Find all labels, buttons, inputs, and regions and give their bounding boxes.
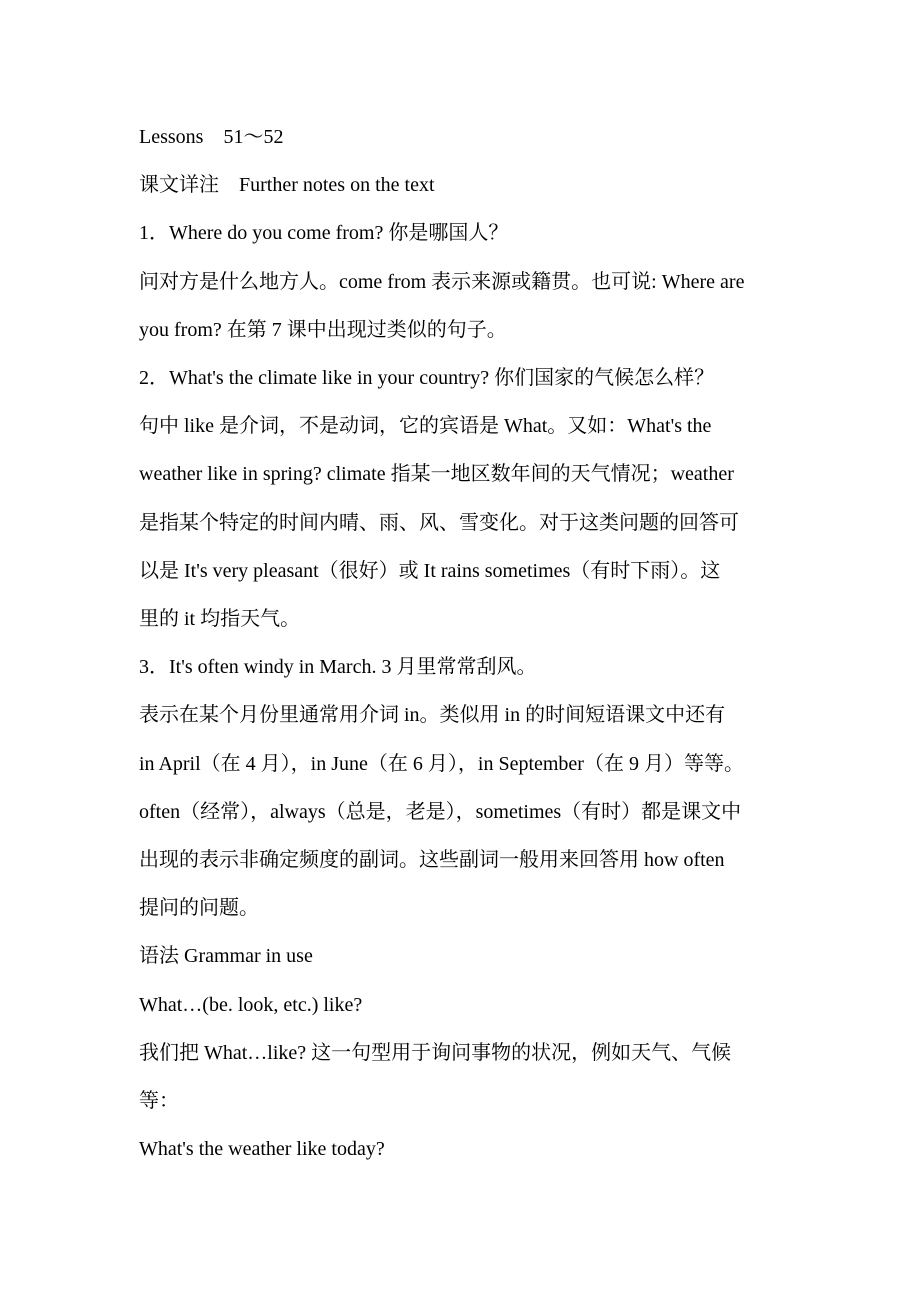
text-line: 以是 It's very pleasant（很好）或 It rains sometimes（有时下雨）。这 bbox=[139, 559, 721, 582]
text-line: in April（在 4 月），in June（在 6 月），in September（在 9 月）等等。 bbox=[139, 752, 744, 775]
text-line: weather like in spring? climate 指某一地区数年间的天气情况；weather bbox=[139, 463, 734, 486]
text-line: 3．It's often windy in March. 3 月里常常刮风。 bbox=[139, 656, 537, 679]
text-line: 等： bbox=[139, 1090, 179, 1112]
text-line: 是指某个特定的时间内晴、雨、风、雪变化。对于这类问题的回答可 bbox=[139, 511, 739, 534]
text-line: Lessons 51～52 bbox=[139, 126, 284, 148]
text-line: 表示在某个月份里通常用介词 in。类似用 in 的时间短语课文中还有 bbox=[139, 704, 726, 727]
text-line: 提问的问题。 bbox=[139, 897, 259, 920]
text-line: 句中 like 是介词，不是动词，它的宾语是 What。又如：What's the bbox=[139, 415, 712, 438]
text-line: you from? 在第 7 课中出现过类似的句子。 bbox=[139, 318, 507, 341]
text-line: 1．Where do you come from? 你是哪国人？ bbox=[139, 222, 509, 245]
text-line: What's the weather like today? bbox=[139, 1138, 385, 1161]
text-line: often（经常），always（总是，老是），sometimes（有时）都是课文中 bbox=[139, 800, 742, 823]
text-line: 问对方是什么地方人。come from 表示来源或籍贯。也可说: Where are bbox=[139, 270, 745, 293]
text-line: 语法 Grammar in use bbox=[139, 945, 313, 968]
text-line: 课文详注 Further notes on the text bbox=[139, 174, 435, 197]
text-line: What…(be. look, etc.) like? bbox=[139, 993, 363, 1016]
text-line: 出现的表示非确定频度的副词。这些副词一般用来回答用 how often bbox=[139, 849, 725, 871]
text-line: 2．What's the climate like in your country? 你们国家的气候怎么样？ bbox=[139, 367, 715, 389]
text-line: 里的 it 均指天气。 bbox=[139, 608, 301, 630]
text-line: 我们把 What…like? 这一句型用于询问事物的状况，例如天气、气候 bbox=[139, 1041, 732, 1064]
